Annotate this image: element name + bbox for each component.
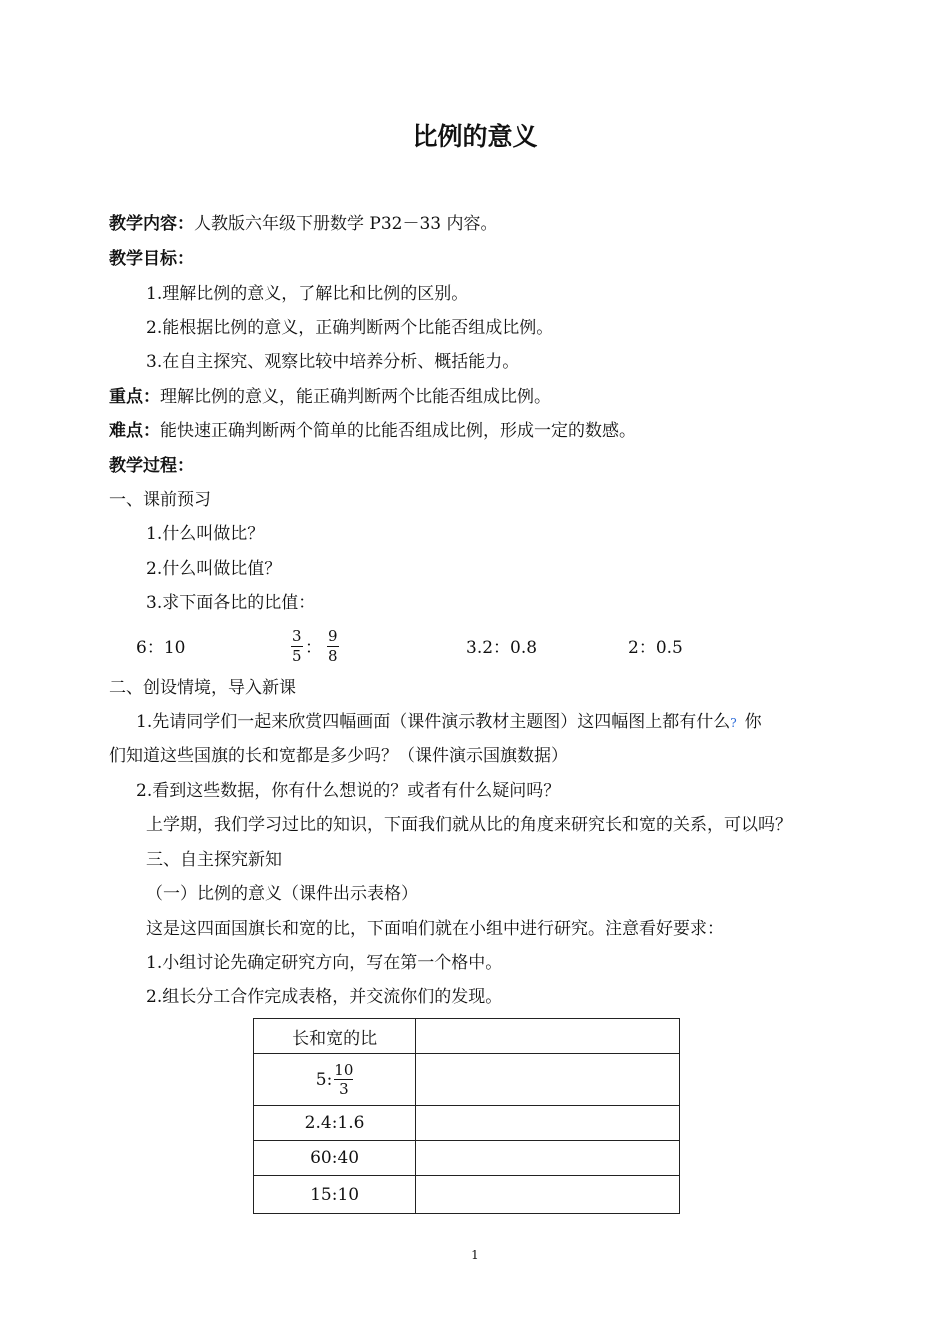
table-row — [254, 1054, 680, 1106]
goal-item: 2.能根据比例的意义，正确判断两个比能否组成比例。 — [146, 318, 554, 338]
table-row — [254, 1106, 680, 1141]
table-row — [254, 1019, 680, 1054]
preview-question: 1.什么叫做比？ — [146, 524, 265, 544]
preview-question: 2.什么叫做比值？ — [146, 559, 282, 579]
key-point — [109, 386, 551, 408]
table-cell: 2.4:1.6 — [254, 1106, 416, 1141]
ratio-1: 6：10 — [136, 638, 186, 658]
section2-paragraph-2: 2.看到这些数据，你有什么想说的？或者有什么疑问吗？ — [136, 781, 561, 801]
ratio-3: 3.2：0.8 — [466, 638, 538, 658]
fraction-denominator: 3 — [339, 1080, 349, 1098]
ratio-2-fraction-b — [327, 628, 339, 665]
key-point-text: 理解比例的意义，能正确判断两个比能否组成比例。 — [160, 387, 551, 407]
table-cell-empty — [416, 1106, 680, 1141]
question-mark-glyph: ? — [730, 716, 737, 730]
fraction-numerator: 3 — [292, 627, 302, 645]
goal-item: 1.理解比例的意义，了解比和比例的区别。 — [146, 284, 469, 304]
teaching-content-text: 人教版六年级下册数学 P32－33 内容。 — [194, 214, 498, 234]
table-cell — [254, 1054, 416, 1106]
section2-heading: 二、创设情境，导入新课 — [109, 678, 296, 698]
table-cell-empty — [416, 1141, 680, 1176]
table-row — [254, 1141, 680, 1176]
ratio-2-fraction-a — [291, 628, 303, 665]
fraction-denominator: 8 — [328, 647, 338, 665]
difficulty-text: 能快速正确判断两个简单的比能否组成比例，形成一定的数感。 — [160, 421, 636, 441]
ratio-with-fraction — [316, 1062, 354, 1097]
process-label: 教学过程： — [109, 456, 194, 476]
paragraph-text-end: 你 — [744, 712, 762, 732]
goals-label: 教学目标： — [109, 249, 194, 269]
teaching-content-label: 教学内容： — [109, 214, 194, 234]
section1-heading: 一、课前预习 — [109, 490, 211, 510]
table-cell: 15:10 — [254, 1176, 416, 1214]
section2-paragraph-1-cont: 们知道这些国旗的长和宽都是多少吗？（课件演示国旗数据） — [109, 746, 568, 766]
teaching-content — [109, 213, 498, 235]
ratio-4: 2：0.5 — [628, 638, 683, 658]
table-cell-empty — [416, 1176, 680, 1214]
table-row — [254, 1176, 680, 1214]
difficulty-label: 难点： — [109, 421, 160, 441]
key-point-label: 重点： — [109, 387, 160, 407]
difficulty — [109, 420, 636, 442]
page-title: 比例的意义 — [412, 122, 538, 151]
table-cell-empty — [416, 1054, 680, 1106]
section2-paragraph-1 — [136, 711, 762, 734]
fraction-numerator: 9 — [328, 627, 338, 645]
section2-paragraph-3: 上学期，我们学习过比的知识，下面我们就从比的角度来研究长和宽的关系，可以吗？ — [146, 815, 792, 835]
preview-question: 3.求下面各比的比值： — [146, 593, 316, 613]
section3-heading: 三、自主探究新知 — [146, 850, 282, 870]
table-cell: 60:40 — [254, 1141, 416, 1176]
fraction — [334, 1062, 353, 1097]
section3-subheading: （一）比例的意义（课件出示表格） — [146, 884, 418, 904]
fraction-numerator: 10 — [334, 1061, 354, 1079]
page-number: 1 — [471, 1248, 479, 1262]
table-header-cell: 长和宽的比 — [254, 1019, 416, 1054]
requirement-item: 1.小组讨论先确定研究方向，写在第一个格中。 — [146, 953, 503, 973]
goal-item: 3.在自主探究、观察比较中培养分析、概括能力。 — [146, 352, 520, 372]
requirement-item: 2.组长分工合作完成表格，并交流你们的发现。 — [146, 987, 503, 1007]
section3-intro: 这是这四面国旗长和宽的比，下面咱们就在小组中进行研究。注意看好要求： — [146, 919, 724, 939]
paragraph-text: 1.先请同学们一起来欣赏四幅画面（课件演示教材主题图）这四幅图上都有什么 — [136, 712, 731, 732]
fraction-denominator: 5 — [292, 647, 302, 665]
ratio-2-colon: ： — [305, 638, 322, 658]
ratio-prefix: 5: — [315, 1069, 333, 1090]
table-cell-empty — [416, 1019, 680, 1054]
ratio-table — [253, 1018, 680, 1214]
